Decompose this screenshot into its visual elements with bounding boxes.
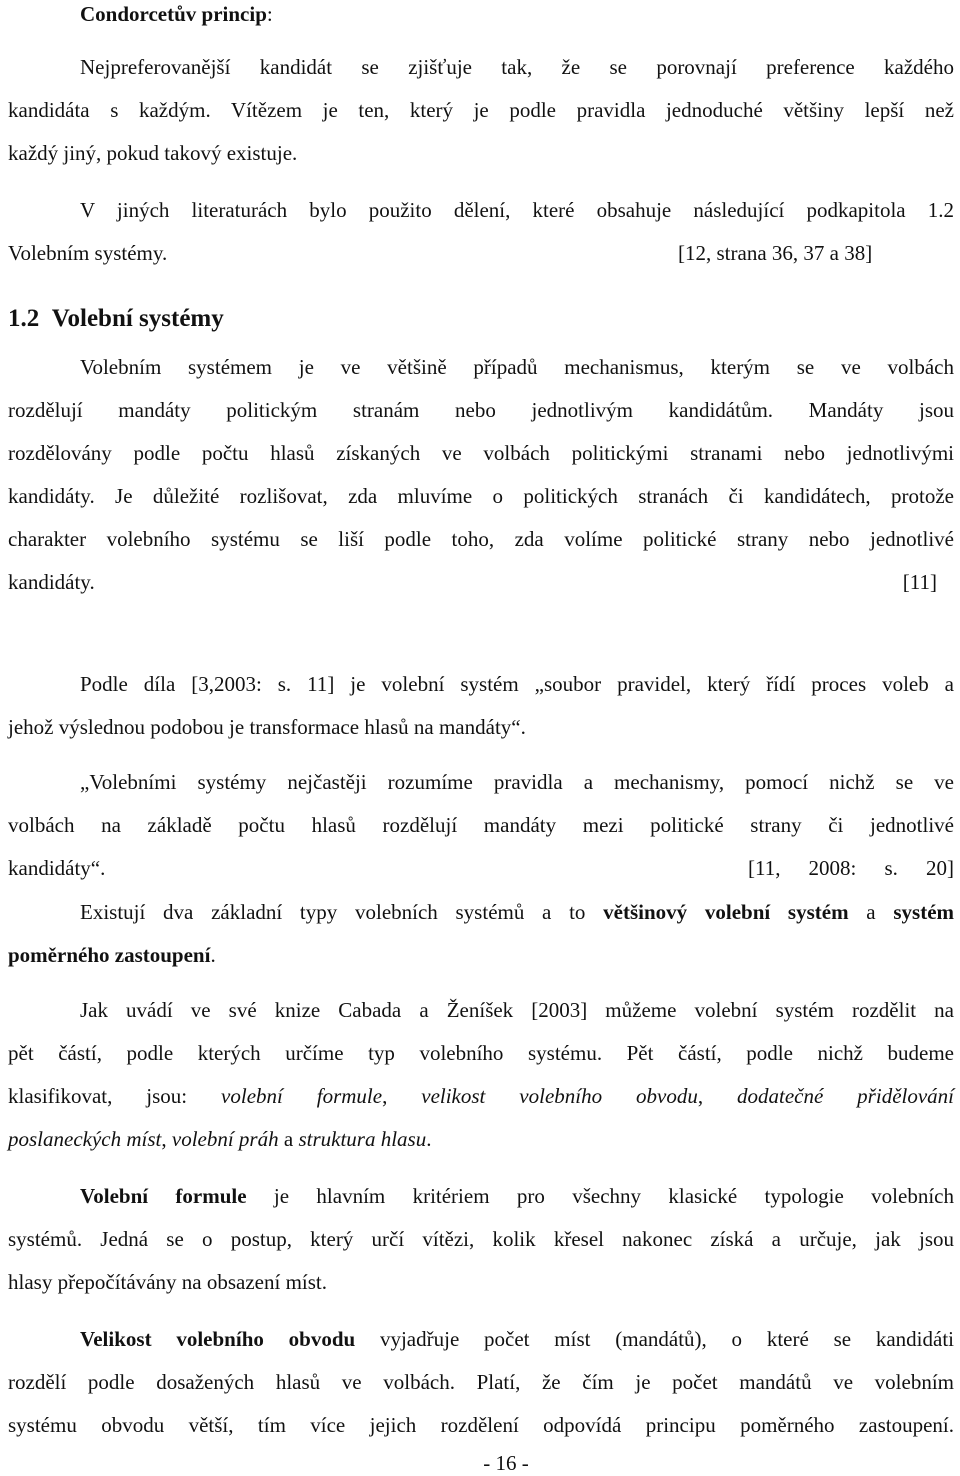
section-title: Volební systémy <box>51 305 224 332</box>
paragraph-line: „Volebními systémy nejčastěji rozumíme pravidla a mechanismy, pomocí nichž se ve <box>80 770 954 794</box>
paragraph-line: kandidáty“. <box>8 856 106 880</box>
paragraph-line: Podle díla [3,2003: s. 11] je volební systém „soubor pravidel, který řídí proces voleb a <box>80 672 954 696</box>
paragraph-line: Velikost volebního obvodu vyjadřuje počet míst (mandátů), o které se kandidáti <box>80 1327 954 1351</box>
paragraph-line: rozdělují mandáty politickým stranám nebo jednotlivým kandidátům. Mandáty jsou <box>8 398 954 422</box>
paragraph-line: V jiných literaturách bylo použito dělení, které obsahuje následující podkapitola 1.2 <box>80 198 954 222</box>
paragraph-line: Volebním systémem je ve většině případů mechanismus, kterým se ve volbách <box>80 355 954 379</box>
paragraph-line: pět částí, podle kterých určíme typ volebního systému. Pět částí, podle nichž budeme <box>8 1041 954 1065</box>
citation-reference: [11] <box>902 570 937 594</box>
citation-reference: [12, strana 36, 37 a 38] <box>678 241 873 265</box>
condorcet-heading: Condorcetův princip: <box>80 2 273 26</box>
paragraph-line: každý jiný, pokud takový existuje. <box>8 141 298 165</box>
condorcet-heading-text: Condorcetův princip <box>80 2 267 26</box>
paragraph-line: Volebním systémy. <box>8 241 168 265</box>
paragraph-line: hlasy přepočítávány na obsazení míst. <box>8 1270 327 1294</box>
paragraph-line: systému obvodu větší, tím více jejich rozdělení odpovídá principu poměrného zastoupení. <box>8 1413 954 1437</box>
paragraph-line: charakter volebního systému se liší podle toho, zda volíme politické strany nebo jednotlivé <box>8 527 954 551</box>
paragraph-line: volbách na základě počtu hlasů rozdělují mandáty mezi politické strany či jednotlivé <box>8 813 954 837</box>
paragraph-line: klasifikovat, jsou: volební formule, velikost volebního obvodu, dodatečné přidělování <box>8 1084 954 1108</box>
citation-reference: [11, 2008: s. 20] <box>748 856 954 880</box>
paragraph-line: jehož výslednou podobou je transformace hlasů na mandáty“. <box>8 715 526 739</box>
paragraph-line: kandidáta s každým. Vítězem je ten, který je podle pravidla jednoduché většiny lepší než <box>8 98 954 122</box>
paragraph-line: rozdělovány podle počtu hlasů získaných ve volbách politickými stranami nebo jednotlivými <box>8 441 954 465</box>
paragraph-line: poměrného zastoupení. <box>8 943 216 967</box>
paragraph-line: rozdělí podle dosažených hlasů ve volbách. Platí, že čím je počet mandátů ve volebním <box>8 1370 954 1394</box>
paragraph-line: poslaneckých míst, volební práh a struktura hlasu. <box>8 1127 432 1151</box>
section-heading <box>8 305 954 333</box>
page-number: - 16 - <box>483 1451 529 1475</box>
section-number: 1.2 <box>8 305 40 332</box>
paragraph-line: Nejpreferovanější kandidát se zjišťuje tak, že se porovnají preference každého <box>80 55 954 79</box>
paragraph-line: Existují dva základní typy volebních systémů a to většinový volební systém a systém <box>80 900 955 924</box>
paragraph-line: kandidáty. Je důležité rozlišovat, zda mluvíme o politických stranách či kandidátech, protože <box>8 484 954 508</box>
paragraph-line: kandidáty. <box>8 570 95 594</box>
paragraph-line: Jak uvádí ve své knize Cabada a Ženíšek [2003] můžeme volební systém rozdělit na <box>80 998 954 1022</box>
paragraph-line: systémů. Jedná se o postup, který určí vítězi, kolik křesel nakonec získá a určuje, jak jsou <box>8 1227 954 1251</box>
paragraph-line: Volební formule je hlavním kritériem pro všechny klasické typologie volebních <box>80 1184 954 1208</box>
